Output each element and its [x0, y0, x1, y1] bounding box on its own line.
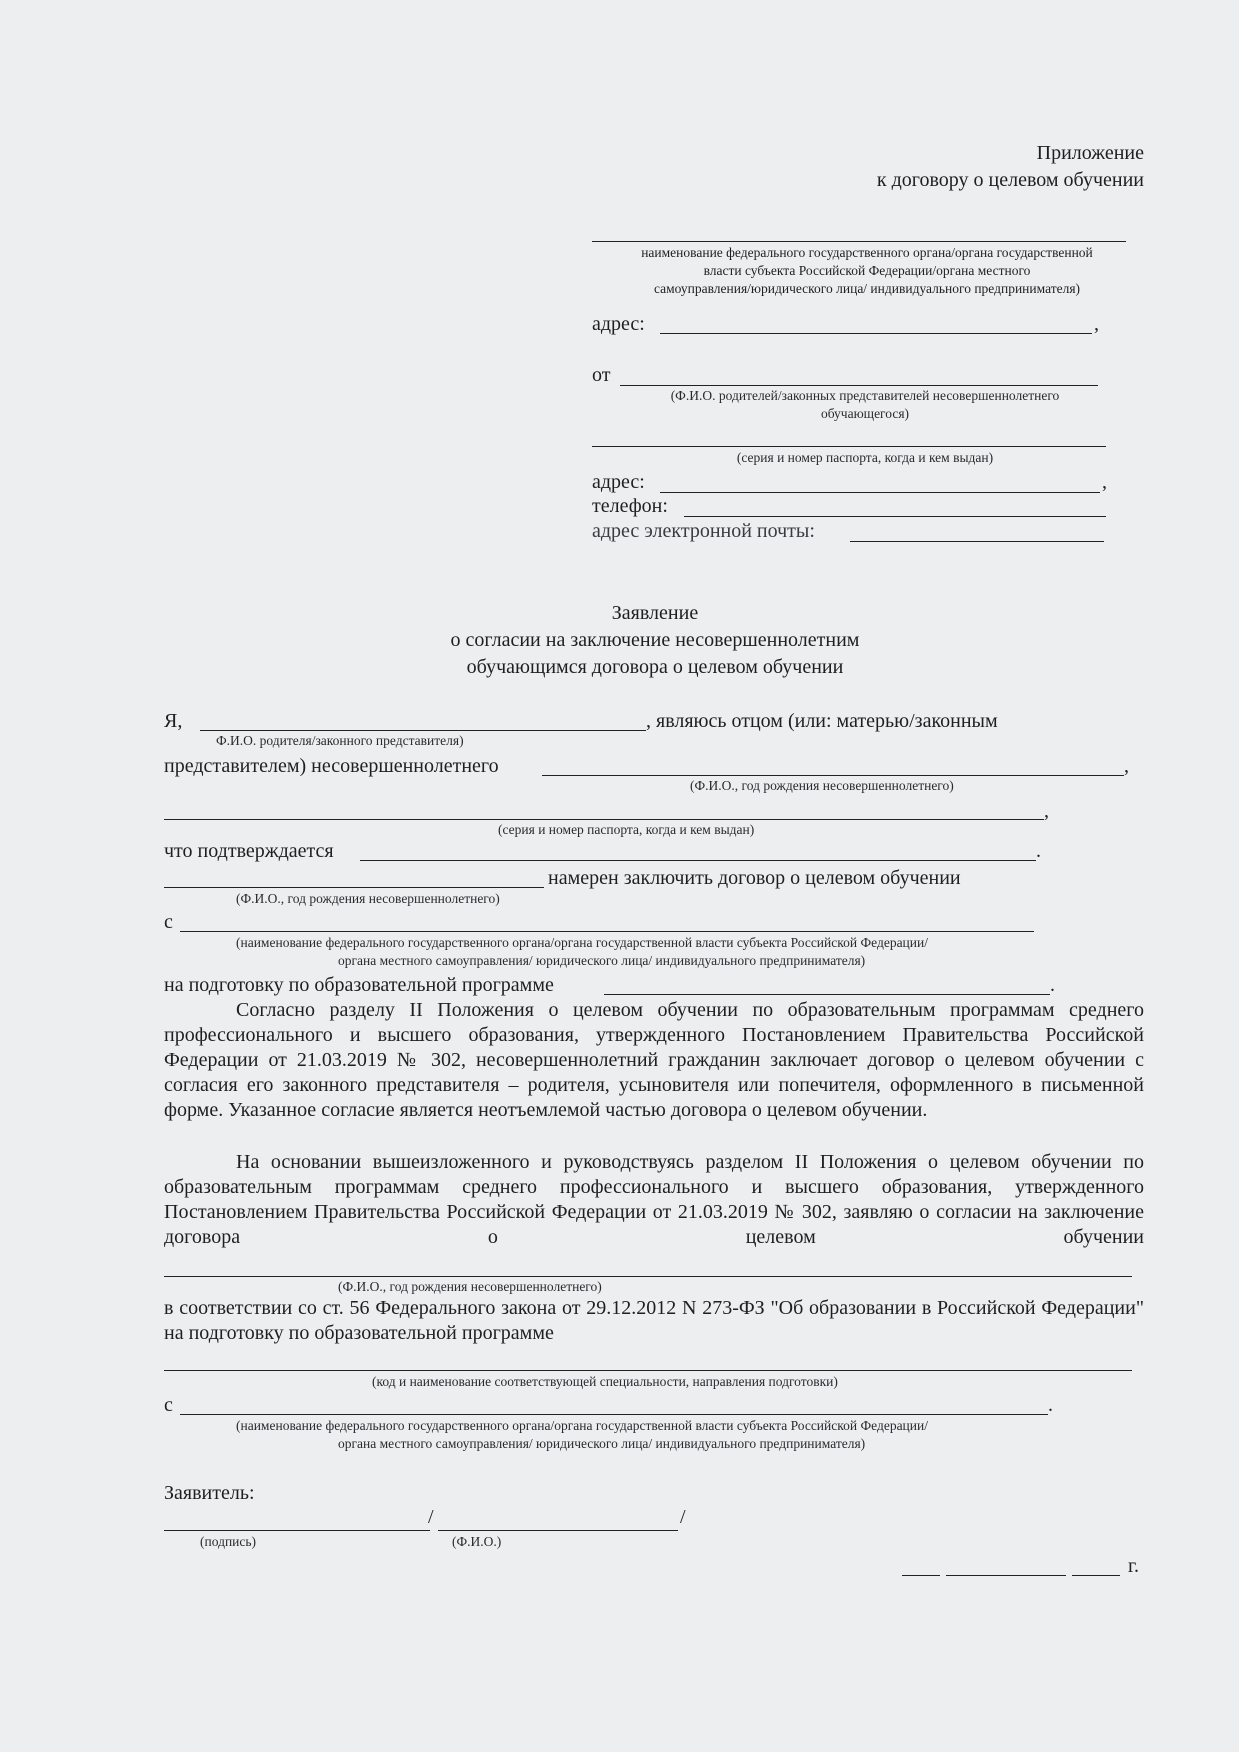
- parent-caption-1: (Ф.И.О. родителей/законных представителей несовершеннолетнего: [670, 388, 1060, 403]
- doc-title-line3: обучающимся договора о целевом обучении: [466, 656, 844, 678]
- minor-fio-line[interactable]: [542, 775, 1124, 776]
- date-year-line[interactable]: [1072, 1575, 1120, 1576]
- parent-name-line[interactable]: [620, 385, 1098, 386]
- doc-title-line2: о согласии на заключение несовершеннолетним: [450, 629, 860, 651]
- applicant-label: Заявитель:: [164, 1482, 255, 1504]
- i-label: Я,: [164, 710, 183, 732]
- email-label: адрес электронной почты:: [592, 520, 815, 542]
- signature-caption: (подпись): [200, 1534, 257, 1549]
- specialty-line[interactable]: [164, 1370, 1132, 1371]
- minor-fio-line-2[interactable]: [164, 887, 544, 888]
- with-label-2: с: [164, 1394, 173, 1416]
- org-address-label: адрес:: [592, 313, 645, 335]
- appendix-title: Приложение: [1036, 142, 1144, 164]
- paragraph-3: в соответствии со ст. 56 Федерального закона от 29.12.2012 N 273-ФЗ "Об образовании в Российской Федерации" на подготовку по образовательной программе: [164, 1297, 1144, 1344]
- org-address-line[interactable]: [660, 333, 1092, 334]
- phone-line[interactable]: [684, 516, 1106, 517]
- confirmed-text: что подтверждается: [164, 840, 334, 862]
- applicant-fio-line[interactable]: [438, 1530, 678, 1531]
- signature-slash: /: [428, 1506, 434, 1528]
- parent-fio-line[interactable]: [200, 730, 646, 731]
- parent-address-line[interactable]: [660, 492, 1100, 493]
- intends-text: намерен заключить договор о целевом обучении: [548, 867, 961, 889]
- with-label: с: [164, 911, 173, 933]
- fio-caption: (Ф.И.О.): [452, 1534, 502, 1549]
- signature-line[interactable]: [164, 1530, 430, 1531]
- year-suffix: г.: [1128, 1555, 1139, 1577]
- org-caption-c: (наименование федерального государственного органа/органа государственной власти субъекта Российской Федерации/: [236, 1418, 928, 1433]
- representative-text: представителем) несовершеннолетнего: [164, 755, 499, 777]
- doc-title: Заявление: [611, 602, 699, 624]
- from-label: от: [592, 364, 611, 386]
- parent-passport-caption: (серия и номер паспорта, когда и кем выдан): [736, 450, 994, 465]
- org-name-line[interactable]: [592, 241, 1126, 242]
- paragraph-2: На основании вышеизложенного и руководствуясь разделом II Положения о целевом обучении по образовательным программам среднего профессионального и высшего образования, утвержденного Постановлением Правительства Российской Федерации от 21.03.2019 № 302, заявляю о согласии на заключение договора о целевом обучении: [164, 1151, 1144, 1248]
- date-month-line[interactable]: [946, 1575, 1066, 1576]
- org-caption-d: органа местного самоуправления/ юридического лица/ индивидуального предпринимателя): [338, 1436, 866, 1451]
- org-caption-3: самоуправления/юридического лица/ индивидуального предпринимателя): [653, 281, 1081, 296]
- fio-parent-caption: Ф.И.О. родителя/законного представителя): [216, 733, 464, 748]
- minor-passport-line[interactable]: [164, 819, 1044, 820]
- confirmed-line[interactable]: [360, 860, 1036, 861]
- org-caption-a: (наименование федерального государственного органа/органа государственной власти субъекта Российской Федерации/: [236, 935, 928, 950]
- org-caption-1: наименование федерального государственного органа/органа государственной: [641, 245, 1093, 260]
- fio-minor-year-caption-2: (Ф.И.О., год рождения несовершеннолетнего): [236, 891, 500, 906]
- org-caption-2: власти субъекта Российской Федерации/органа местного: [703, 263, 1031, 278]
- fio-minor-year-caption: (Ф.И.О., год рождения несовершеннолетнего): [690, 778, 954, 793]
- fio-minor-year-caption-3: (Ф.И.О., год рождения несовершеннолетнего): [338, 1279, 602, 1294]
- appendix-subtitle: к договору о целевом обучении: [876, 169, 1144, 191]
- father-text: , являюсь отцом (или: матерью/законным: [646, 710, 998, 732]
- org-line-body[interactable]: [180, 931, 1034, 932]
- date-day-line[interactable]: [902, 1575, 940, 1576]
- phone-label: телефон:: [592, 495, 668, 517]
- specialty-caption: (код и наименование соответствующей специальности, направления подготовки): [372, 1374, 838, 1389]
- program-line[interactable]: [604, 994, 1050, 995]
- paragraph-1: Согласно разделу II Положения о целевом обучении по образовательным программам среднего профессионального и высшего образования, утвержденного Постановлением Правительства Российской Федерации от 21.03.2019 № 302, несовершеннолетний гражданин заключает договор о целевом обучении с согласия его законного представителя – родителя, усыновителя или попечителя, оформленного в письменной форме. Указанное согласие является неотъемлемой частью договора о целевом обучении.: [164, 999, 1144, 1121]
- minor-fio-line-3[interactable]: [164, 1276, 1132, 1277]
- parent-address-label: адрес:: [592, 471, 645, 493]
- program-text: на подготовку по образовательной программе: [164, 974, 554, 996]
- parent-passport-line[interactable]: [592, 446, 1106, 447]
- org-caption-b: органа местного самоуправления/ юридического лица/ индивидуального предпринимателя): [338, 953, 866, 968]
- minor-passport-caption: (серия и номер паспорта, когда и кем выдан): [498, 822, 755, 837]
- org-line-body-2[interactable]: [180, 1414, 1048, 1415]
- fio-slash: /: [680, 1506, 686, 1528]
- email-line[interactable]: [850, 541, 1104, 542]
- parent-caption-2: обучающегося): [820, 406, 910, 421]
